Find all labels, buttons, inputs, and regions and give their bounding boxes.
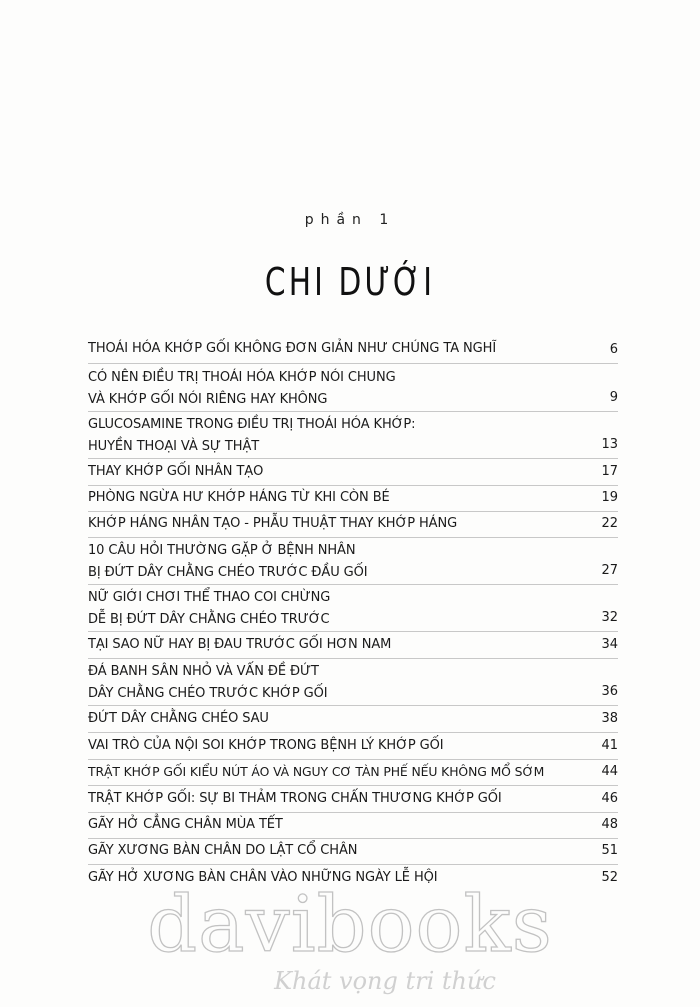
toc-entry-title: 10 CÂU HỎI THƯỜNG GẶP Ở BỆNH NHÂN BỊ ĐỨT DÂY CHẰNG CHÉO TRƯỚC ĐẦU GỐI: [88, 543, 368, 580]
toc-entry[interactable]: [88, 461, 618, 486]
toc-entry-title: GÃY HỞ XƯƠNG BÀN CHÂN VÀO NHỮNG NGÀY LỄ HỘI: [88, 870, 438, 885]
toc-entry[interactable]: [88, 367, 618, 412]
toc-entry-page: 19: [601, 490, 618, 505]
toc-entry-title: GLUCOSAMINE TRONG ĐIỀU TRỊ THOÁI HÓA KHỚP: HUYỀN THOẠI VÀ SỰ THẬT: [88, 417, 416, 454]
toc-entry-page: 9: [609, 390, 618, 405]
toc-entry-title: GÃY XƯƠNG BÀN CHÂN DO LẬT CỔ CHÂN: [88, 843, 358, 858]
toc-entry-page: 44: [601, 764, 618, 779]
toc-entry-title: CÓ NÊN ĐIỀU TRỊ THOÁI HÓA KHỚP NÓI CHUNG VÀ KHỚP GỐI NÓI RIÊNG HAY KHÔNG: [88, 370, 396, 407]
toc-entry-page: 27: [601, 563, 618, 578]
toc-entry-title: TRẬT KHỚP GỐI: SỰ BI THẢM TRONG CHẤN THƯƠNG KHỚP GỐI: [88, 791, 502, 806]
toc-entry[interactable]: [88, 634, 618, 659]
toc-entry[interactable]: [88, 708, 618, 733]
toc-entry[interactable]: [88, 814, 618, 839]
toc-entry-page: 6: [609, 342, 618, 357]
toc-entry-page: 38: [601, 711, 618, 726]
toc-entry-page: 36: [601, 684, 618, 699]
toc-entry-page: 32: [601, 610, 618, 625]
toc-entry-title: TRẬT KHỚP GỐI KIỂU NÚT ÁO VÀ NGUY CƠ TÀN PHẾ NẾU KHÔNG MỔ SỚM: [88, 764, 545, 779]
toc-entry-title: ĐỨT DÂY CHẰNG CHÉO SAU: [88, 711, 269, 726]
toc-entry-title: KHỚP HÁNG NHÂN TẠO - PHẪU THUẬT THAY KHỚP HÁNG: [88, 516, 458, 531]
part-title: CHI DƯỚI: [264, 260, 436, 304]
toc-entry[interactable]: [88, 735, 618, 760]
toc-entry-title: THAY KHỚP GỐI NHÂN TẠO: [88, 464, 264, 479]
toc-entry[interactable]: [88, 338, 618, 364]
watermark-brand: davibooks: [147, 880, 553, 970]
toc-entry[interactable]: [88, 513, 618, 538]
toc-entry-page: 51: [601, 843, 618, 858]
toc-entry-title: TẠI SAO NỮ HAY BỊ ĐAU TRƯỚC GỐI HƠN NAM: [88, 637, 392, 652]
toc-entry-page: 46: [601, 791, 618, 806]
toc-entry-page: 48: [601, 817, 618, 832]
watermark-tagline: Khát vọng tri thức: [274, 967, 496, 995]
toc-entry-title: PHÒNG NGỪA HƯ KHỚP HÁNG TỪ KHI CÒN BÉ: [88, 490, 390, 505]
toc-entry[interactable]: [88, 840, 618, 865]
toc-entry-page: 41: [601, 738, 618, 753]
toc-entry-page: 13: [601, 437, 618, 452]
toc-entry-title: VAI TRÒ CỦA NỘI SOI KHỚP TRONG BỆNH LÝ KHỚP GỐI: [88, 738, 444, 753]
toc-entry[interactable]: [88, 661, 618, 706]
toc-entry-page: 22: [601, 516, 618, 531]
toc-entry-title: ĐÁ BANH SÂN NHỎ VÀ VẤN ĐỀ ĐỨT DÂY CHẰNG CHÉO TRƯỚC KHỚP GỐI: [88, 664, 328, 701]
toc-entry[interactable]: [88, 487, 618, 512]
toc-entry-page: 52: [601, 870, 618, 885]
toc-entry-title: NỮ GIỚI CHƠI THỂ THAO COI CHỪNG DỄ BỊ ĐỨT DÂY CHẰNG CHÉO TRƯỚC: [88, 590, 331, 627]
toc-entry-page: 17: [601, 464, 618, 479]
toc-entry[interactable]: [88, 540, 618, 585]
toc-entry[interactable]: [88, 414, 618, 459]
toc-entry[interactable]: [88, 587, 618, 632]
part-label: phần 1: [304, 212, 396, 228]
toc-entry-title: THOÁI HÓA KHỚP GỐI KHÔNG ĐƠN GIẢN NHƯ CHÚNG TA NGHĨ: [88, 341, 497, 356]
toc-entry-title: GÃY HỞ CẲNG CHÂN MÙA TẾT: [88, 817, 283, 832]
toc-entry-page: 34: [601, 637, 618, 652]
toc-entry[interactable]: [88, 788, 618, 813]
toc-entry[interactable]: [88, 761, 618, 786]
